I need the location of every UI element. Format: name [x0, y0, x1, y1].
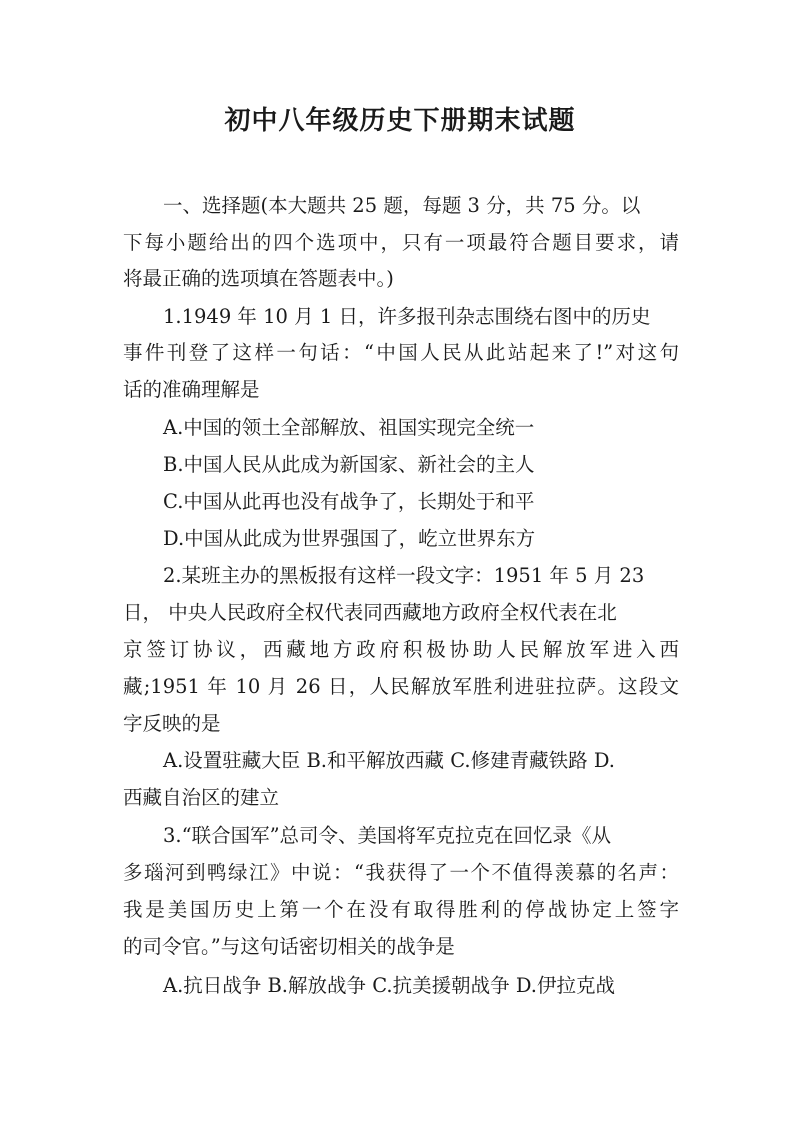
- question-2-options-line-1: A.设置驻藏大臣 B.和平解放西藏 C.修建青藏铁路 D.: [163, 749, 615, 772]
- question-2-options-line-2: 西藏自治区的建立: [123, 786, 280, 809]
- question-1-option-a: A.中国的领土全部解放、祖国实现完全统一: [163, 416, 535, 439]
- question-2-stem-line-4: 藏;1951 年 10 月 26 日，人民解放军胜利进驻拉萨。这段文: [123, 675, 679, 698]
- question-3-stem-line-3: 我是美国历史上第一个在没有取得胜利的停战协定上签字: [123, 898, 679, 921]
- question-1-option-c: C.中国从此再也没有战争了，长期处于和平: [163, 490, 535, 513]
- section-header-line-3: 将最正确的选项填在答题表中。): [123, 267, 394, 290]
- question-1-stem-line-1: 1.1949 年 10 月 1 日，许多报刊杂志围绕右图中的历史: [163, 305, 651, 328]
- question-3-options-line-1: A.抗日战争 B.解放战争 C.抗美援朝战争 D.伊拉克战: [163, 974, 615, 997]
- question-2-stem-line-5: 字反映的是: [123, 712, 221, 735]
- document-title: 初中八年级历史下册期末试题: [224, 106, 576, 136]
- section-header-line-2: 下每小题给出的四个选项中，只有一项最符合题目要求，请: [123, 231, 679, 254]
- section-header-line-1: 一、选择题(本大题共 25 题，每题 3 分，共 75 分。以: [163, 194, 641, 217]
- question-3-stem-line-2: 多瑙河到鸭绿江》中说：“我获得了一个不值得羡慕的名声：: [123, 861, 679, 884]
- question-1-stem-line-2: 事件刊登了这样一句话：“中国人民从此站起来了!”对这句: [123, 341, 679, 364]
- question-2-stem-line-3: 京签订协议，西藏地方政府积极协助人民解放军进入西: [123, 638, 679, 661]
- question-3-stem-line-1: 3.“联合国军”总司令、美国将军克拉克在回忆录《从: [163, 824, 612, 847]
- question-2-stem-line-2: 日， 中央人民政府全权代表同西藏地方政府全权代表在北: [123, 601, 617, 624]
- question-2-stem-line-1: 2.某班主办的黑板报有这样一段文字：1951 年 5 月 23: [163, 564, 645, 587]
- question-1-option-d: D.中国从此成为世界强国了，屹立世界东方: [163, 527, 536, 550]
- question-3-stem-line-4: 的司令官。”与这句话密切相关的战争是: [123, 935, 455, 958]
- question-1-stem-line-3: 话的准确理解是: [123, 378, 260, 401]
- question-1-option-b: B.中国人民从此成为新国家、新社会的主人: [163, 453, 535, 476]
